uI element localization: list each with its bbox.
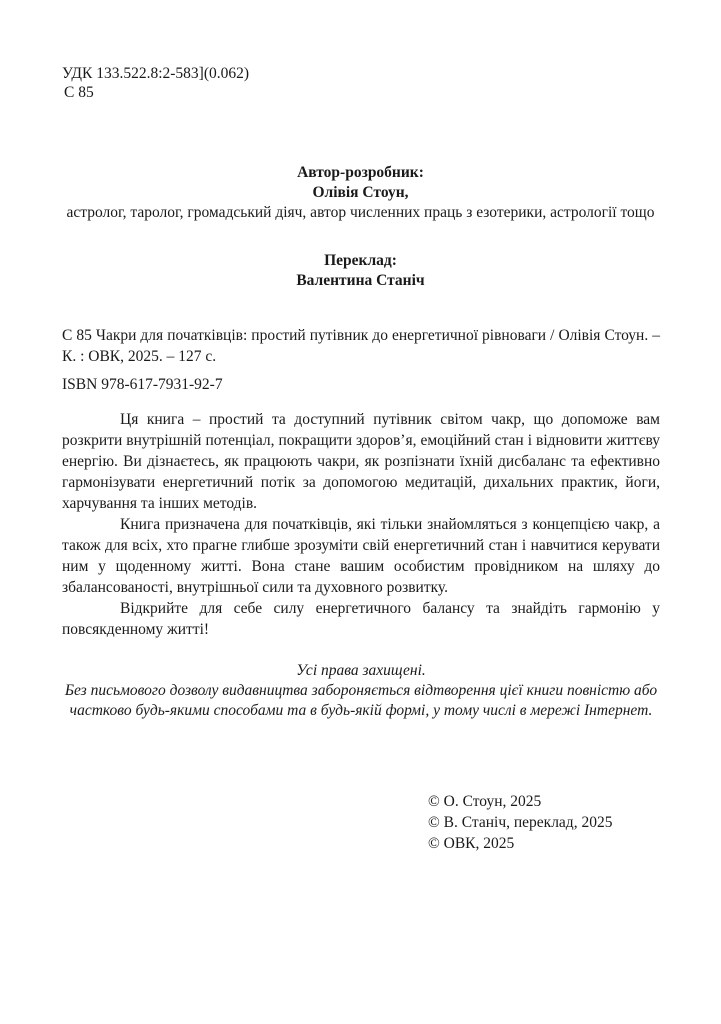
author-name: Олівія Стоун,: [312, 184, 409, 201]
annotation-paragraph: Відкрийте для себе силу енергетичного балансу та знайдіть гармонію у повсякденному житті!: [62, 600, 660, 638]
author-block: [40, 163, 681, 223]
copyright-block: [428, 791, 612, 854]
author-heading: Автор-розробник:: [297, 164, 424, 181]
translation-block: [40, 251, 681, 291]
copyright-author: © О. Стоун, 2025: [428, 793, 542, 810]
bibliographic-entry: С 85 Чакри для початківців: простий путівник до енергетичної рівноваги / Олівія Стоун. – К. : ОВК, 2025. – 127 с.: [62, 327, 660, 365]
translation-heading: Переклад:: [324, 252, 397, 269]
udk-block: [62, 64, 249, 102]
copyright-translator: © В. Станіч, переклад, 2025: [428, 814, 613, 831]
translator-name: Валентина Станіч: [296, 272, 425, 289]
annotation: [62, 409, 660, 640]
author-sign-index: С 85: [64, 84, 94, 101]
copyright-publisher: © ОВК, 2025: [428, 835, 515, 852]
author-description: астролог, таролог, громадський діяч, автор численних праць з езотерики, астрології тощо: [66, 204, 655, 221]
udk-code: УДК 133.522.8:2-583](0.062): [62, 65, 250, 82]
isbn: ISBN 978-617-7931-92-7: [62, 376, 223, 393]
rights-reserved: Усі права захищені.: [296, 662, 426, 679]
annotation-paragraph: Книга призначена для початківців, які тільки знайомляться з концепцією чакр, а також для всіх, хто прагне глибше зрозуміти свій енергетичний стан і навчитися керувати ним у щоденному житті. Вона стане вашим особистим провідником на шляху до збалансованості, внутрішньої сили та духовного розвитку.: [62, 516, 660, 596]
rights-notice: [62, 661, 660, 721]
rights-restriction: Без письмового дозволу видавництва забороняється відтворення цієї книги повністю або частково будь-якими способами та в будь-якій формі, у тому числі в мережі Інтернет.: [64, 682, 658, 719]
annotation-paragraph: Ця книга – простий та доступний путівник світом чакр, що допоможе вам розкрити внутрішній потенціал, покращити здоров’я, емоційний стан і відновити життєву енергію. Ви дізнаєтесь, як працюють чакри, як розпізнати їхній дисбаланс та ефективно гармонізувати енергетичний потік за допомогою медитацій, дихальних практик, йоги, харчування та інших методів.: [62, 411, 660, 512]
